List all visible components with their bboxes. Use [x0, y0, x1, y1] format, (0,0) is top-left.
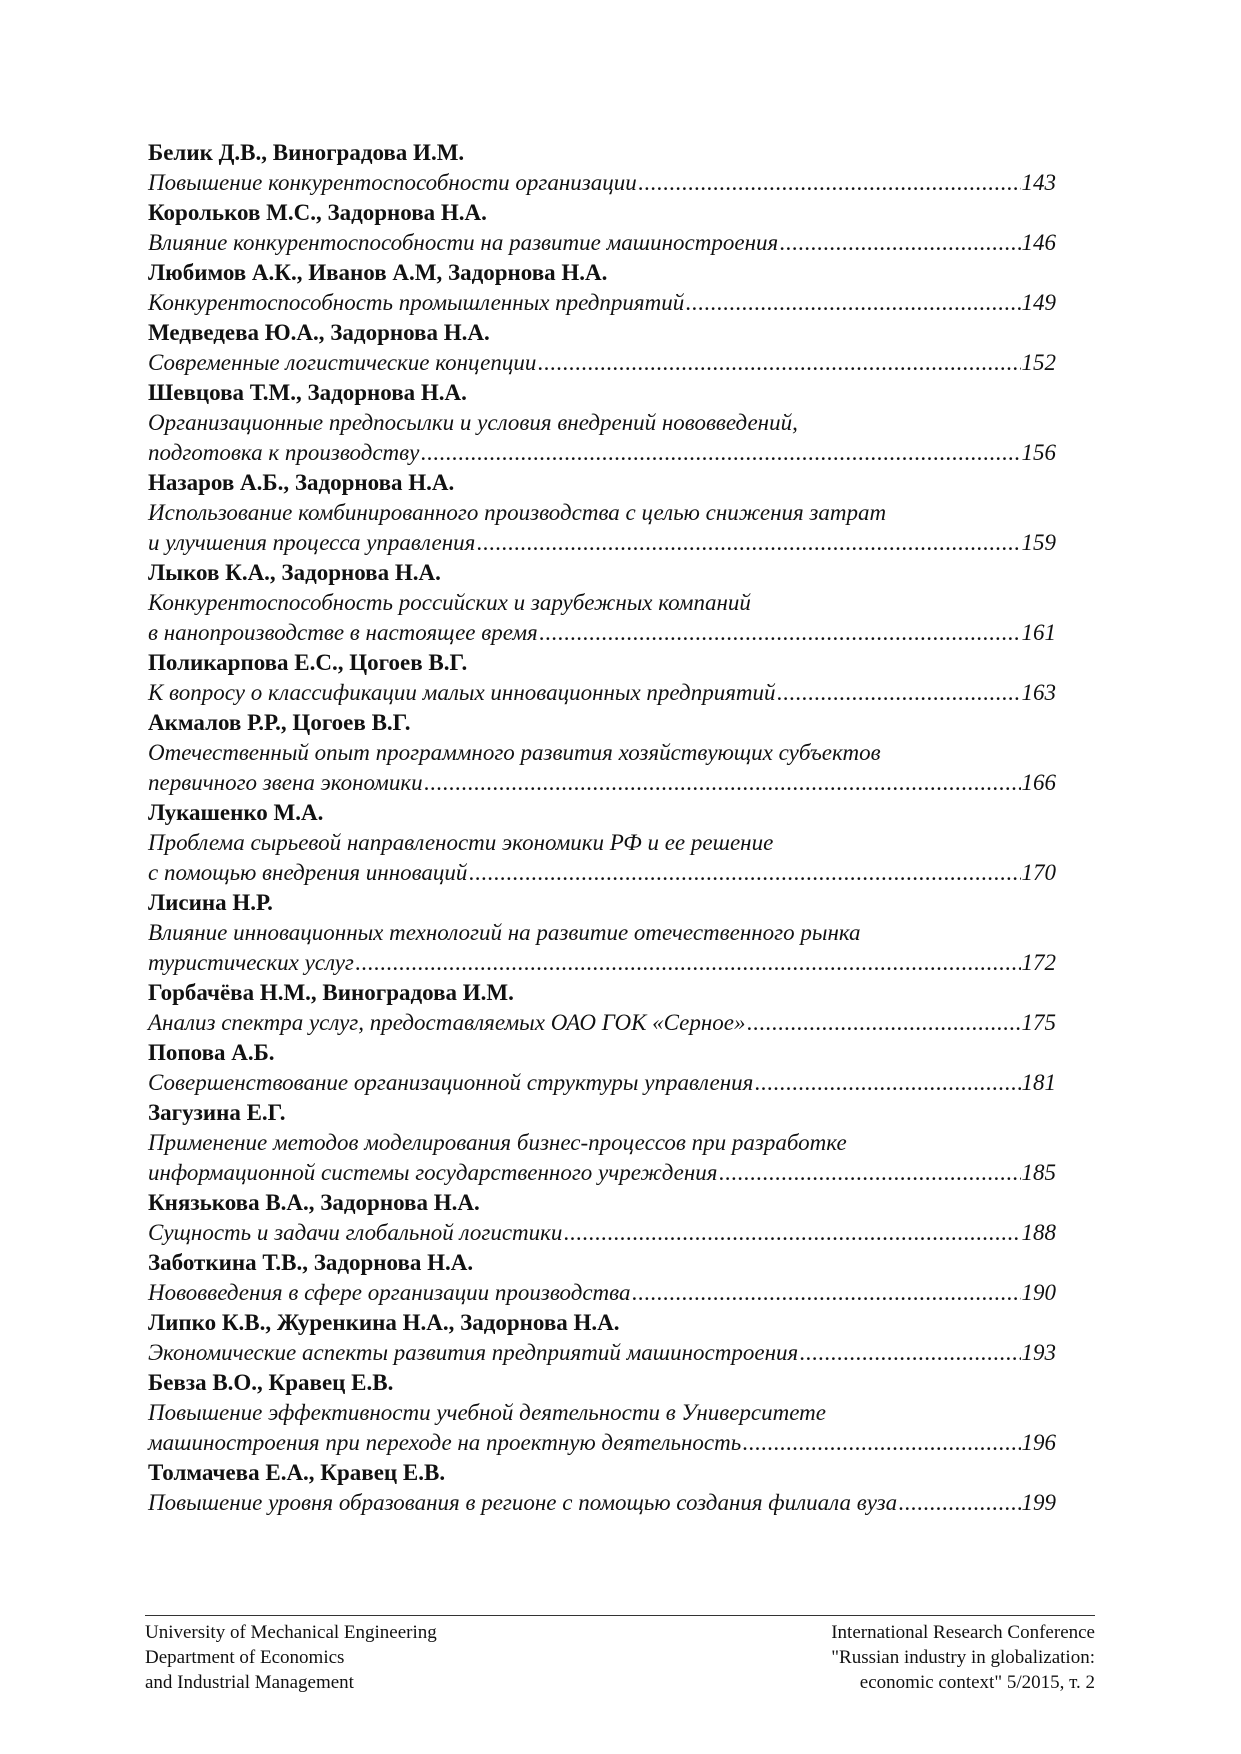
toc-entry: [148, 1248, 1056, 1308]
toc-page-number: 159: [1021, 530, 1056, 555]
toc-author: Шевцова Т.М., Задорнова Н.А.: [148, 380, 467, 405]
dot-leader: [898, 1488, 1020, 1518]
footer-right-line: International Research Conference: [831, 1622, 1095, 1643]
toc-author: Белик Д.В., Виноградова И.М.: [148, 140, 465, 165]
toc-page-number: 143: [1021, 170, 1056, 195]
toc-title-line: Повышение эффективности учебной деятельности в Университете: [148, 1400, 826, 1425]
toc-author: Бевза В.О., Кравец Е.В.: [148, 1370, 394, 1395]
dot-leader: [424, 768, 1021, 798]
toc-entry: [148, 258, 1056, 318]
toc-title-line: Нововведения в сфере организации производства: [148, 1280, 631, 1305]
toc-title-line: с помощью внедрения инноваций: [148, 860, 468, 885]
toc-title-line: Отечественный опыт программного развития хозяйствующих субъектов: [148, 740, 881, 765]
dot-leader: [563, 1218, 1020, 1248]
toc-entry: [148, 888, 1056, 978]
toc-page-number: 149: [1021, 290, 1056, 315]
toc-entry: [148, 1368, 1056, 1458]
toc-title-line: машиностроения при переходе на проектную деятельность: [148, 1430, 742, 1455]
toc-entry: [148, 978, 1056, 1038]
footer-divider: [145, 1615, 1095, 1616]
dot-leader: [539, 618, 1021, 648]
table-of-contents: [148, 138, 1056, 1518]
toc-title-last-line: [148, 678, 1056, 708]
toc-title-last-line: [148, 228, 1056, 258]
toc-title-last-line: [148, 1278, 1056, 1308]
toc-title-line: Организационные предпосылки и условия внедрений нововведений,: [148, 410, 798, 435]
dot-leader: [754, 1068, 1020, 1098]
toc-entry: [148, 798, 1056, 888]
toc-title-last-line: [148, 1158, 1056, 1188]
toc-page-number: 199: [1021, 1490, 1056, 1515]
toc-author: Загузина Е.Г.: [148, 1100, 286, 1125]
dot-leader: [476, 528, 1020, 558]
toc-entry: [148, 1038, 1056, 1098]
toc-page-number: 146: [1021, 230, 1056, 255]
toc-title-line: Повышение уровня образования в регионе с помощью создания филиала вуза: [148, 1490, 898, 1515]
toc-author: Толмачева Е.А., Кравец Е.В.: [148, 1460, 446, 1485]
toc-title-last-line: [148, 948, 1056, 978]
toc-title-last-line: [148, 438, 1056, 468]
toc-entry: [148, 1458, 1056, 1518]
toc-title-last-line: [148, 768, 1056, 798]
toc-entry: [148, 198, 1056, 258]
toc-title-last-line: [148, 348, 1056, 378]
toc-title-line: Современные логистические концепции: [148, 350, 537, 375]
toc-author: Лукашенко М.А.: [148, 800, 324, 825]
toc-title-line: подготовка к производству: [148, 440, 420, 465]
toc-title-line: туристических услуг: [148, 950, 354, 975]
toc-author: Горбачёва Н.М., Виноградова И.М.: [148, 980, 514, 1005]
footer-left-line: and Industrial Management: [145, 1672, 354, 1693]
toc-title-line: Повышение конкурентоспособности организации: [148, 170, 637, 195]
toc-title-line: Применение методов моделирования бизнес-процессов при разработке: [148, 1130, 847, 1155]
dot-leader: [746, 1008, 1020, 1038]
toc-page-number: 188: [1021, 1220, 1056, 1245]
toc-entry: [148, 468, 1056, 558]
toc-title-last-line: [148, 858, 1056, 888]
toc-page-number: 172: [1021, 950, 1056, 975]
toc-title-line: Проблема сырьевой направлености экономики РФ и ее решение: [148, 830, 774, 855]
toc-author: Князькова В.А., Задорнова Н.А.: [148, 1190, 480, 1215]
dot-leader: [631, 1278, 1020, 1308]
toc-entry: [148, 318, 1056, 378]
dot-leader: [742, 1428, 1020, 1458]
toc-entry: [148, 648, 1056, 708]
toc-author: Любимов А.К., Иванов А.М, Задорнова Н.А.: [148, 260, 608, 285]
toc-author: Корольков М.С., Задорнова Н.А.: [148, 200, 487, 225]
toc-title-line: Конкурентоспособность промышленных предприятий: [148, 290, 685, 315]
toc-entry: [148, 378, 1056, 468]
dot-leader: [355, 948, 1021, 978]
toc-entry: [148, 1098, 1056, 1188]
toc-title-line: Анализ спектра услуг, предоставляемых ОАО ГОК «Серное»: [148, 1010, 746, 1035]
toc-title-line: Влияние конкурентоспособности на развитие машиностроения: [148, 230, 779, 255]
toc-author: Назаров А.Б., Задорнова Н.А.: [148, 470, 455, 495]
toc-title-line: Совершенствование организационной структуры управления: [148, 1070, 754, 1095]
dot-leader: [719, 1158, 1021, 1188]
toc-page-number: 193: [1021, 1340, 1056, 1365]
dot-leader: [420, 438, 1020, 468]
toc-page-number: 170: [1021, 860, 1056, 885]
toc-page-number: 190: [1021, 1280, 1056, 1305]
toc-page-number: 196: [1021, 1430, 1056, 1455]
toc-title-last-line: [148, 618, 1056, 648]
toc-title-line: Влияние инновационных технологий на развитие отечественного рынка: [148, 920, 861, 945]
dot-leader: [638, 168, 1021, 198]
dot-leader: [779, 228, 1020, 258]
dot-leader: [777, 678, 1021, 708]
toc-title-last-line: [148, 1488, 1056, 1518]
dot-leader: [537, 348, 1020, 378]
toc-title-last-line: [148, 288, 1056, 318]
toc-page-number: 166: [1021, 770, 1056, 795]
dot-leader: [468, 858, 1020, 888]
toc-author: Медведева Ю.А., Задорнова Н.А.: [148, 320, 490, 345]
toc-title-line: и улучшения процесса управления: [148, 530, 476, 555]
toc-page-number: 175: [1021, 1010, 1056, 1035]
toc-title-line: Экономические аспекты развития предприятий машиностроения: [148, 1340, 799, 1365]
toc-title-line: первичного звена экономики: [148, 770, 423, 795]
toc-title-last-line: [148, 1218, 1056, 1248]
toc-page-number: 181: [1021, 1070, 1056, 1095]
footer-left-line: University of Mechanical Engineering: [145, 1622, 437, 1643]
toc-title-last-line: [148, 528, 1056, 558]
toc-author: Акмалов Р.Р., Цогоев В.Г.: [148, 710, 411, 735]
toc-author: Лыков К.А., Задорнова Н.А.: [148, 560, 441, 585]
toc-title-last-line: [148, 1338, 1056, 1368]
toc-title-line: Конкурентоспособность российских и зарубежных компаний: [148, 590, 751, 615]
toc-title-last-line: [148, 1008, 1056, 1038]
footer-right-line: "Russian industry in globalization:: [831, 1647, 1095, 1668]
toc-title-line: К вопросу о классификации малых инновационных предприятий: [148, 680, 776, 705]
toc-entry: [148, 1308, 1056, 1368]
toc-title-line: информационной системы государственного учреждения: [148, 1160, 718, 1185]
toc-title-line: Сущность и задачи глобальной логистики: [148, 1220, 563, 1245]
toc-title-last-line: [148, 1428, 1056, 1458]
toc-author: Липко К.В., Журенкина Н.А., Задорнова Н.А.: [148, 1310, 620, 1335]
footer-right-line: economic context" 5/2015, т. 2: [859, 1672, 1095, 1693]
toc-entry: [148, 558, 1056, 648]
toc-page-number: 185: [1021, 1160, 1056, 1185]
footer-left: [145, 1620, 437, 1695]
toc-author: Заботкина Т.В., Задорнова Н.А.: [148, 1250, 474, 1275]
toc-page-number: 152: [1021, 350, 1056, 375]
toc-author: Поликарпова Е.С., Цогоев В.Г.: [148, 650, 468, 675]
toc-entry: [148, 708, 1056, 798]
toc-title-last-line: [148, 1068, 1056, 1098]
toc-page-number: 163: [1021, 680, 1056, 705]
toc-page-number: 156: [1021, 440, 1056, 465]
toc-author: Попова А.Б.: [148, 1040, 275, 1065]
dot-leader: [799, 1338, 1020, 1368]
toc-author: Лисина Н.Р.: [148, 890, 273, 915]
toc-page-number: 161: [1021, 620, 1056, 645]
toc-title-last-line: [148, 168, 1056, 198]
dot-leader: [685, 288, 1020, 318]
toc-entry: [148, 138, 1056, 198]
toc-title-line: Использование комбинированного производства с целью снижения затрат: [148, 500, 887, 525]
toc-entry: [148, 1188, 1056, 1248]
toc-title-line: в нанопроизводстве в настоящее время: [148, 620, 538, 645]
footer-left-line: Department of Economics: [145, 1647, 345, 1668]
footer-right: [831, 1620, 1095, 1695]
